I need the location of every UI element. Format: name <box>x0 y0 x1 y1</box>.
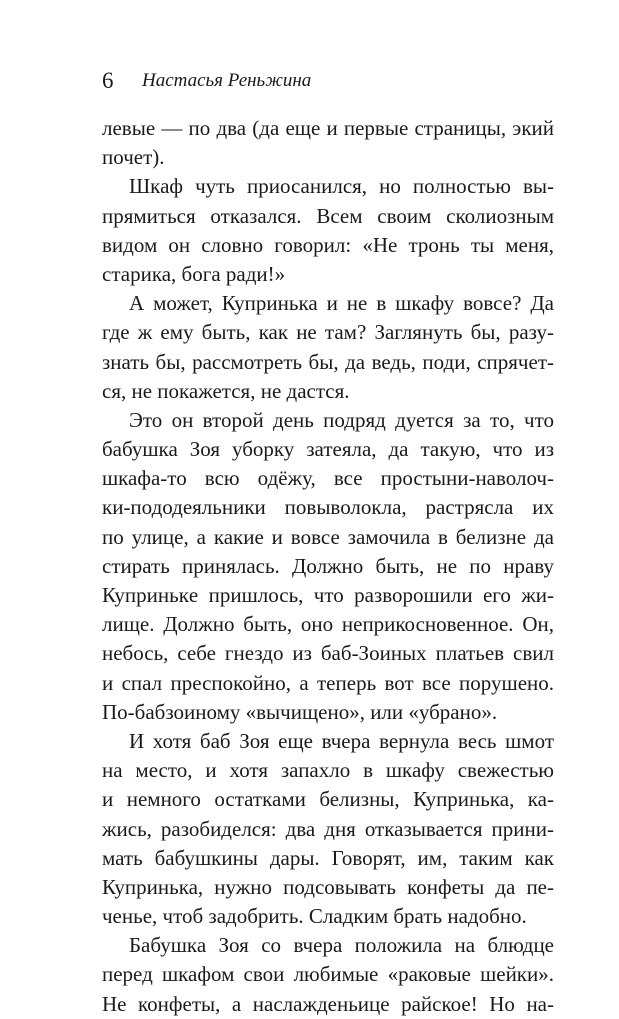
text-line: на место, и хотя запахло в шкафу свежестью <box>102 758 554 783</box>
text-line: ся, не покажется, не дастся. <box>102 378 350 403</box>
text-line: по улице, а какие и вовсе замочила в белизне да <box>102 524 554 549</box>
text-line: ченье, чтоб задобрить. Сладким брать надобно. <box>102 904 527 929</box>
text-line: ки-пододеяльники повыволокла, растрясла их <box>102 495 554 520</box>
text-line: почет). <box>102 145 165 170</box>
text-line: шкафа-то всю одёжу, все простыни-наволоч- <box>102 466 554 491</box>
text-line: Бабушка Зоя со вчера положила на блюдце <box>129 933 554 958</box>
text-line: Не конфеты, а наслажденьице райское! Но на- <box>102 991 554 1016</box>
text-line: бабушка Зоя уборку затеяла, да такую, что из <box>102 437 554 462</box>
body-text <box>102 114 554 1019</box>
text-line: И хотя баб Зоя еще вчера вернула весь шмот <box>129 728 554 753</box>
text-line: Шкаф чуть приосанился, но полностью вы- <box>129 174 554 199</box>
text-line: лище. Должно быть, оно неприкосновенное. Он, <box>102 612 554 637</box>
text-line: А может, Купринька и не в шкафу вовсе? Да <box>129 291 554 316</box>
text-line: жись, разобиделся: два дня отказывается прини- <box>102 816 554 841</box>
running-head <box>102 66 562 96</box>
text-line: Это он второй день подряд дуется за то, что <box>129 407 554 432</box>
page-number: 6 <box>102 68 114 93</box>
text-line: старика, бога ради!» <box>102 261 286 286</box>
text-line: прямиться отказался. Всем своим сколиозным <box>102 203 554 228</box>
text-line: небось, себе гнездо из баб-Зоиных платьев свил <box>102 641 554 666</box>
text-line: знать бы, рассмотреть бы, да ведь, поди, спрячет- <box>102 349 554 374</box>
text-line: и спал преспокойно, а теперь вот все порушено. <box>102 670 554 695</box>
text-line: видом он словно говорил: «Не тронь ты меня, <box>102 232 554 257</box>
text-line: стирать принялась. Должно быть, не по нраву <box>102 553 554 578</box>
author-name: Настасья Реньжина <box>142 70 312 91</box>
text-line: и немного остатками белизны, Купринька, ка- <box>102 787 554 812</box>
text-line: Купринькe пришлось, что разворошили его жи- <box>102 583 554 607</box>
text-line: По-бабзоиному «вычищено», или «убрано». <box>102 699 498 724</box>
text-line: мать бабушкины дары. Говорят, им, таким как <box>102 845 554 870</box>
text-line: перед шкафом свои любимые «раковые шейки». <box>102 962 554 987</box>
text-line: левые — по два (да еще и первые страницы, экий <box>102 116 554 140</box>
text-line: где ж ему быть, как не там? Заглянуть бы, разу- <box>102 320 554 345</box>
text-line: Купринька, нужно подсовывать конфеты да пе- <box>102 874 554 899</box>
